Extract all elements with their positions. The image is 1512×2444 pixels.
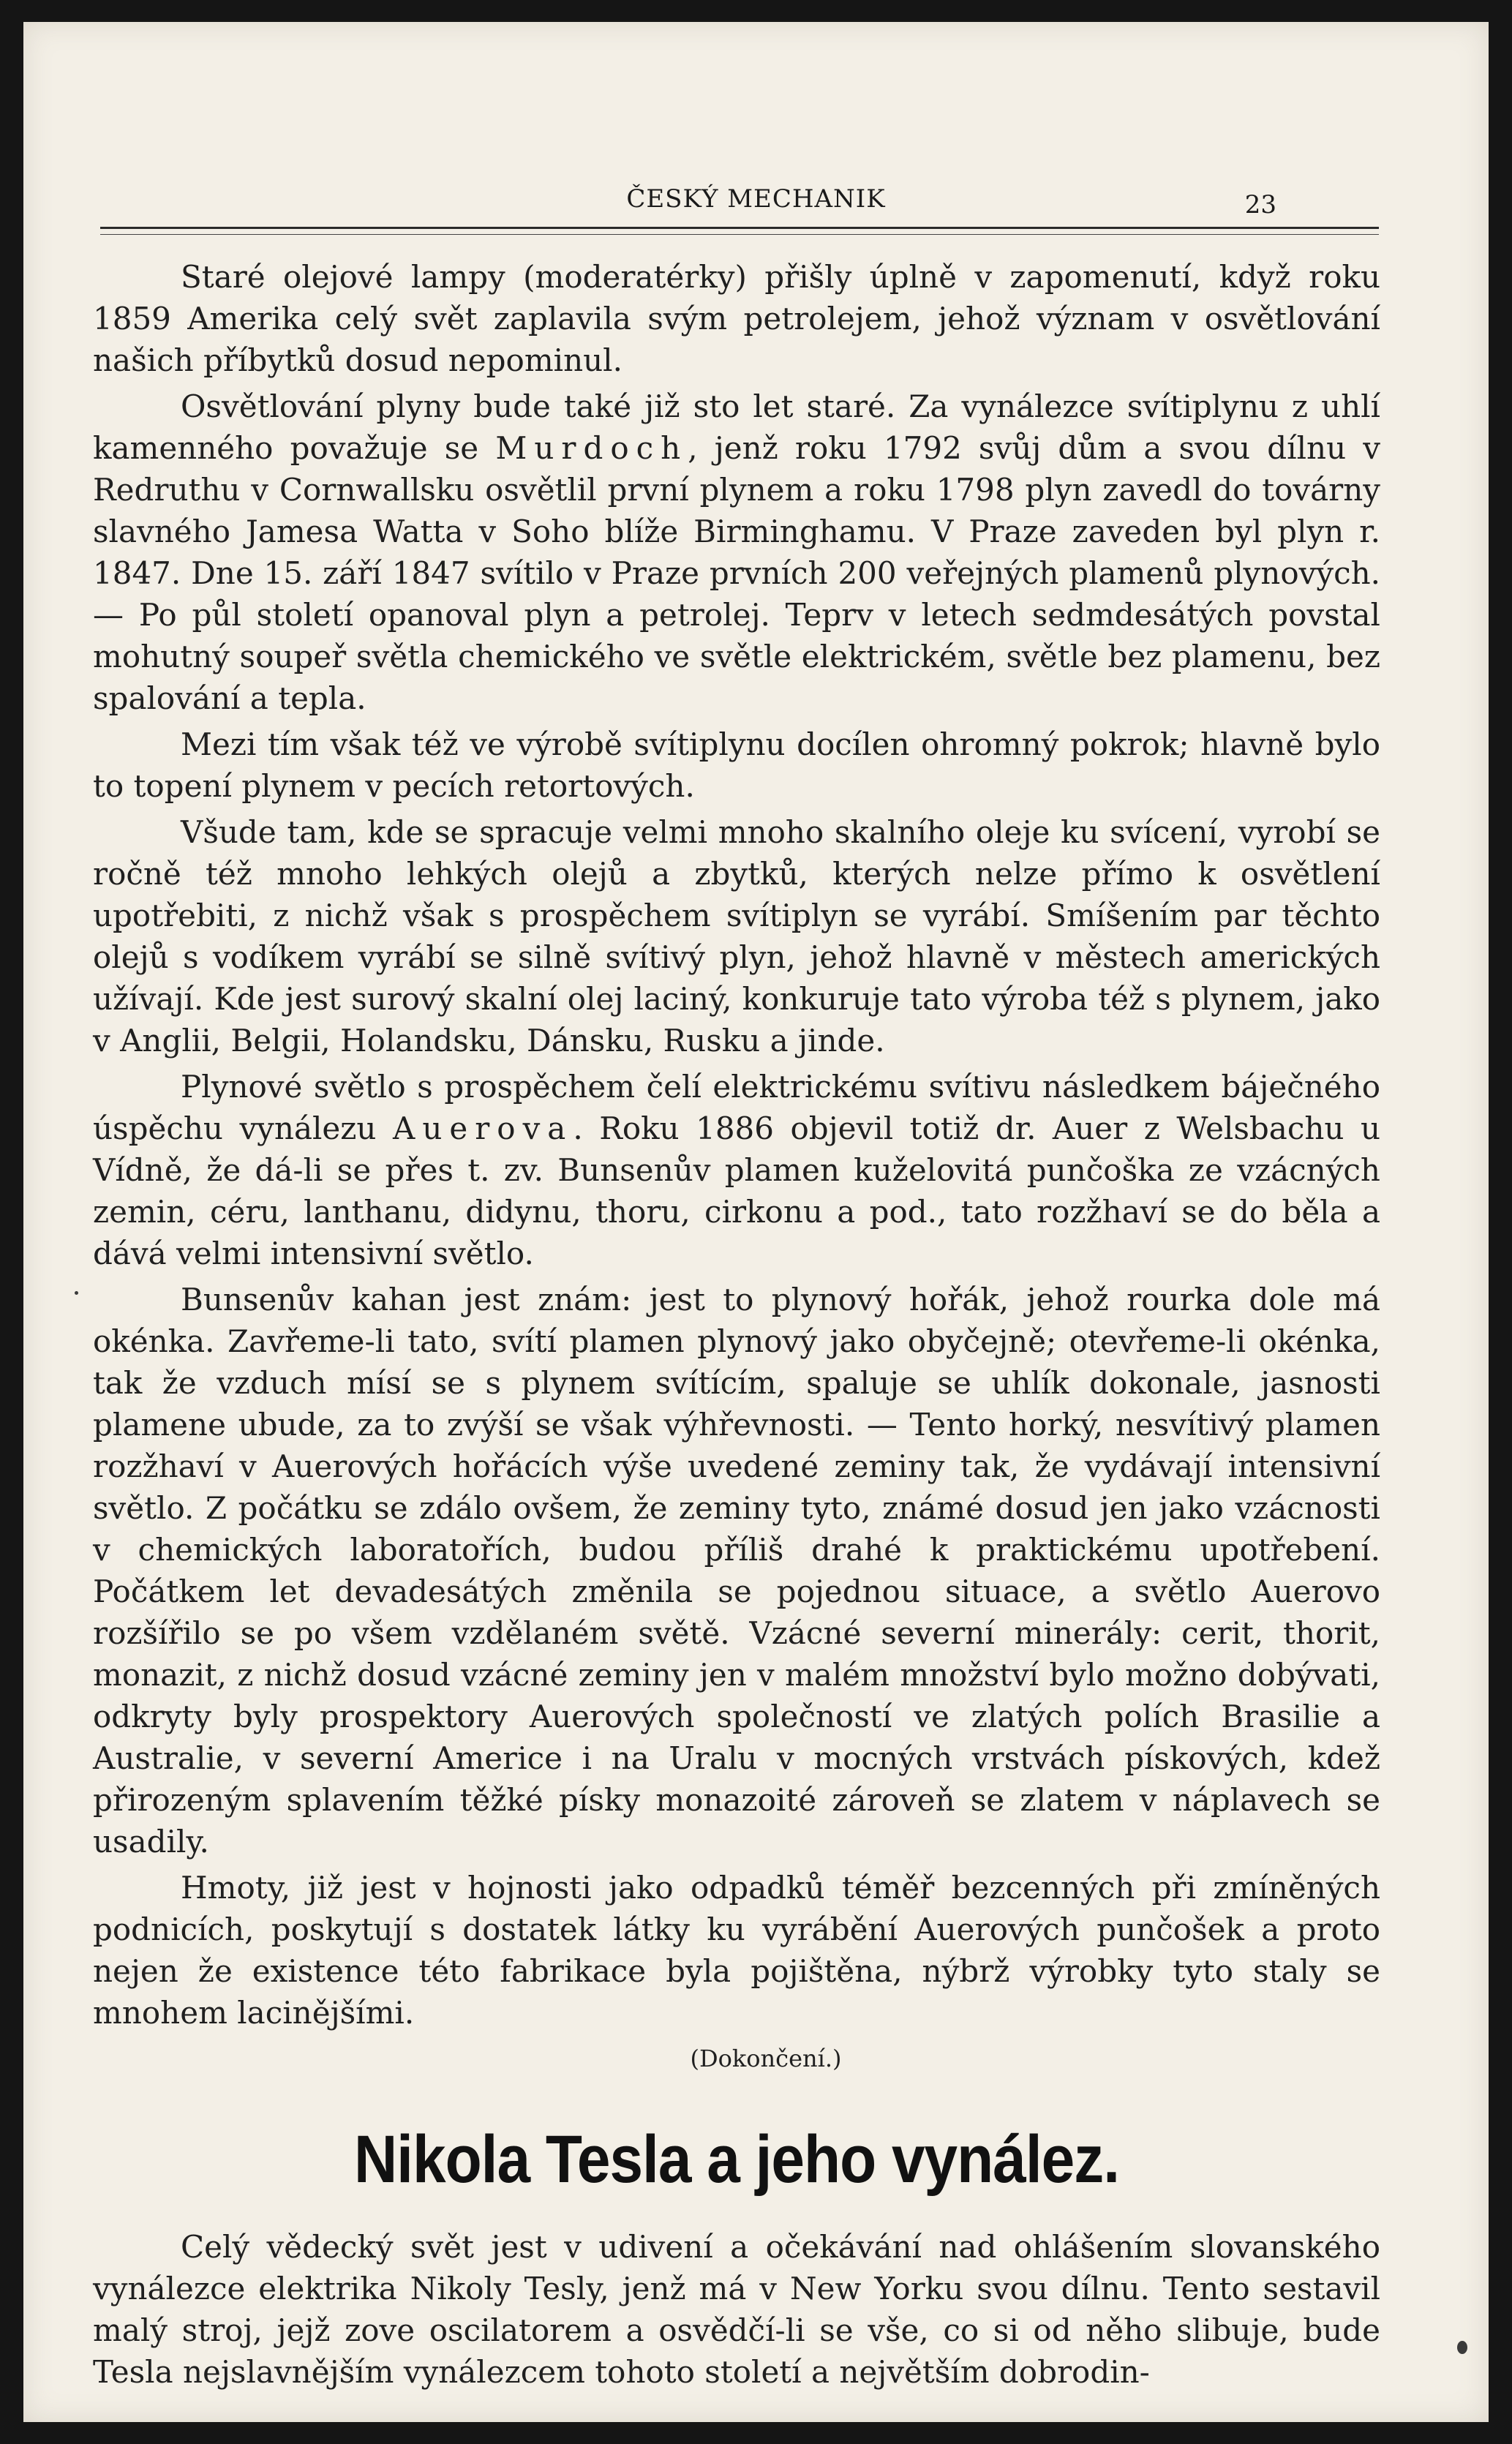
emphasized-name: Auerova <box>392 1110 573 1146</box>
running-title: ČESKÝ MECHANIK <box>626 184 886 214</box>
paragraph-text: , jenž roku 1792 svůj dům a svou dílnu v Redruthu v Cornwallsku osvětlil první plynem a roku 1798 plyn zavedl do továrny slavného Jamesa Watta v Soho blíže Birminghamu. V Praze zaveden byl plyn r. 1847. Dne 15. září 1847 svítilo v Praze prvních 200 veřejných plamenů plynových. — Po půl století opanoval plyn a petrolej. Teprv v letech sedmdesátých povstal mohutný soupeř světla chemického ve světle elektrickém, světle bez plamenu, bez spalování a tepla. <box>93 430 1380 716</box>
header-rule-thick <box>100 227 1379 229</box>
continuation-note: (Dokončení.) <box>690 2045 842 2072</box>
paragraph: Hmoty, již jest v hojnosti jako odpadků téměř bezcenných při zmíněných podnicích, poskytují s dostatek látky ku vyrábění Auerových punčošek a proto nejen že existence této fabrikace byla pojištěna, nýbrž výrobky tyto staly se mnohem lacinějšími. <box>93 1870 1380 2031</box>
paragraph: Všude tam, kde se spracuje velmi mnoho skalního oleje ku svícení, vyrobí se ročně též mnoho lehkých olejů a zbytků, kterých nelze přímo k osvětlení upotřebiti, z nichž však s prospěchem svítiplyn se vyrábí. Smíšením par těchto olejů s vodíkem vyrábí se silně svítivý plyn, jehož hlavně v městech amerických užívají. Kde jest surový skalní olej laciný, konkuruje tato výroba též s plynem, jako v Anglii, Belgii, Holandsku, Dánsku, Rusku a jinde. <box>93 814 1380 1059</box>
paragraph-text: Osvětlování plyny bude také již sto let staré. Za vynálezce svítiplynu z uhlí kamenného považuje se <box>93 388 1380 466</box>
ink-speck <box>75 1291 78 1295</box>
paragraph: Staré olejové lampy (moderatérky) přišly úplně v zapomenutí, když roku 1859 Amerika celý svět zaplavila svým petrolejem, jehož význam v osvětlování našich příbytků dosud nepominul. <box>93 259 1380 378</box>
paragraph-text: Plynové světlo s prospěchem čelí elektrickému svítivu následkem báječného úspěchu vynálezu <box>93 1069 1380 1146</box>
paragraph <box>93 386 1380 719</box>
paragraph <box>93 1066 1380 1274</box>
running-header <box>23 168 1489 219</box>
header-rule-thin <box>100 234 1379 235</box>
page-number: 23 <box>1244 190 1276 219</box>
paragraph-text: . Roku 1886 objevil totiž dr. Auer z Welsbachu u Vídně, že dá-li se přes t. zv. Bunsenův plamen kuželovitá punčoška ze vzácných zemin, céru, lanthanu, didynu, thoru, cirkonu a pod., tato rozžhaví se do běla a dává velmi intensivní světlo. <box>93 1110 1381 1271</box>
paragraph: Celý vědecký svět jest v udivení a očekávání nad ohlášením slovanského vynálezce elektrika Nikoly Tesly, jenž má v New Yorku svou dílnu. Tento sestavil malý stroj, jejž zove oscilatorem a osvědčí-li se vše, co si od něho slibuje, bude Tesla nejslavnějším vynálezcem tohoto století a největším dobrodin- <box>93 2229 1380 2390</box>
article-body <box>93 256 1380 2397</box>
paragraph: Bunsenův kahan jest znám: jest to plynový hořák, jehož rourka dole má okénka. Zavřeme-li tato, svítí plamen plynový jako obyčejně; otevřeme-li okénka, tak že vzduch mísí se s plynem svítícím, spaluje se uhlík dokonale, jasnosti plamene ubude, za to zvýší se však výhřevnosti. — Tento horký, nesvítivý plamen rozžhaví v Auerových hořácích výše uvedené zeminy tak, že vydávají intensivní světlo. Z počátku se zdálo ovšem, že zeminy tyto, známé dosud jen jako vzácnosti v chemických laboratořích, budou příliš drahé k praktickému upotřebení. Počátkem let devadesátých změnila se pojednou situace, a světlo Auerovo rozšířilo se po všem vzdělaném světě. Vzácné severní minerály: cerit, thorit, monazit, z nichž dosud vzácné zeminy jen v malém množství bylo možno dobývati, odkryty byly prospektory Auerových společností ve zlatých polích Brasilie a Australie, v severní Americe i na Uralu v mocných vrstvách pískových, kdež přirozeným splavením těžké písky monazoité zároveň se zlatem v náplavech se usadily. <box>93 1282 1380 1860</box>
scanned-page <box>23 22 1489 2422</box>
emphasized-name: Murdoch <box>495 430 688 466</box>
paragraph: Mezi tím však též ve výrobě svítiplynu docílen ohromný pokrok; hlavně bylo to topení plynem v pecích retortových. <box>93 726 1380 804</box>
article-title: Nikola Tesla a jeho vynález. <box>353 2122 1120 2197</box>
ink-speck <box>1457 2341 1467 2354</box>
